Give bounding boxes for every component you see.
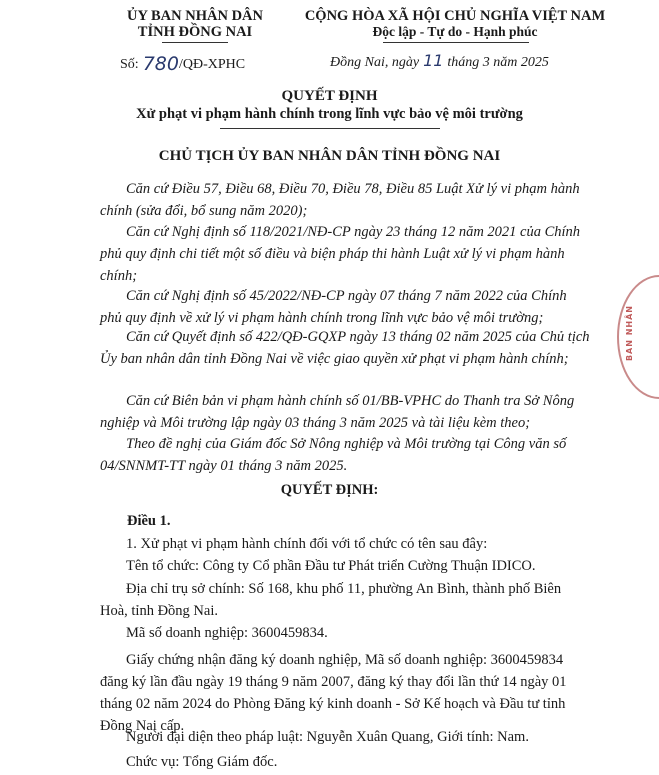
seal-text: BAN NHÂN bbox=[625, 305, 634, 362]
decision-subject: Xử phạt vi phạm hành chính trong lĩnh vực bảo vệ môi trường bbox=[136, 106, 523, 122]
legal-representative: Người đại diện theo pháp luật: Nguyễn Xuân Quang, Giới tính: Nam. bbox=[126, 729, 529, 745]
motto-underline bbox=[383, 42, 529, 43]
so-handwritten-number: 780 bbox=[142, 53, 179, 75]
business-registration: Giấy chứng nhận đăng ký doanh nghiệp, Mã số doanh nghiệp: 3600459834 đăng ký lần đầu ngày 19 tháng 9 năm 2007, đăng ký thay đổi lần thứ 14 ngày 01 tháng 02 năm 2024 do Phòng Đăng ký kinh doanh - Sở Kế hoạch và Đầu tư tỉnh Đồng Nai cấp. bbox=[100, 652, 567, 734]
issuer-line-2: TỈNH ĐỒNG NAI bbox=[137, 24, 253, 40]
legal-basis-4: Căn cứ Quyết định số 422/QĐ-GQXP ngày 13 tháng 02 năm 2025 của Chủ tịch Ủy ban nhân dân tỉnh Đồng Nai về việc giao quyền xử phạt vi phạm hành chính; bbox=[100, 329, 590, 367]
legal-basis-2: Căn cứ Nghị định số 118/2021/NĐ-CP ngày 23 tháng 12 năm 2021 của Chính phủ quy định chi tiết một số điều và biện pháp thi hành Luật xử lý vi phạm hành chính; bbox=[100, 224, 581, 284]
legal-basis-1: Căn cứ Điều 57, Điều 68, Điều 70, Điều 78, Điều 85 Luật Xử lý vi phạm hành chính (sửa đổi, bổ sung năm 2020); bbox=[100, 181, 580, 219]
subject-underline bbox=[220, 128, 440, 129]
national-name: CỘNG HÒA XÃ HỘI CHỦ NGHĨA VIỆT NAM bbox=[304, 8, 606, 24]
issuer-block bbox=[100, 8, 290, 40]
proposal-basis: Theo đề nghị của Giám đốc Sở Nông nghiệp và Môi trường tại Công văn số 04/SNNMT-TT ngày 01 tháng 3 năm 2025. bbox=[100, 436, 567, 474]
issuer-line-1: ỦY BAN NHÂN DÂN bbox=[126, 8, 263, 24]
decision-title: QUYẾT ĐỊNH bbox=[281, 88, 378, 104]
national-motto-block bbox=[290, 8, 620, 40]
so-label: Số: bbox=[120, 57, 139, 72]
legal-basis-5: Căn cứ Biên bản vi phạm hành chính số 01/BB-VPHC do Thanh tra Sở Nông nghiệp và Môi trường lập ngày 03 tháng 3 năm 2025 và tài liệu kèm theo; bbox=[100, 393, 575, 431]
organization-address: Địa chỉ trụ sở chính: Số 168, khu phố 11, phường An Bình, thành phố Biên Hoà, tỉnh Đồng Nai. bbox=[100, 581, 562, 619]
position: Chức vụ: Tổng Giám đốc. bbox=[126, 754, 278, 770]
date-prefix: Đồng Nai, ngày bbox=[330, 55, 420, 70]
authority-title: CHỦ TỊCH ỦY BAN NHÂN DÂN TỈNH ĐỒNG NAI bbox=[158, 148, 501, 164]
enterprise-code: Mã số doanh nghiệp: 3600459834. bbox=[126, 625, 328, 641]
decision-heading: QUYẾT ĐỊNH: bbox=[280, 482, 379, 498]
issue-date bbox=[330, 51, 549, 71]
organization-name: Tên tổ chức: Công ty Cổ phần Đầu tư Phát triển Cường Thuận IDICO. bbox=[126, 558, 536, 574]
issuer-underline bbox=[162, 42, 228, 43]
date-handwritten-day: 11 bbox=[423, 51, 444, 70]
legal-basis-3: Căn cứ Nghị định số 45/2022/NĐ-CP ngày 07 tháng 7 năm 2022 của Chính phủ quy định về xử lý vi phạm hành chính trong lĩnh vực bảo vệ môi trường; bbox=[100, 288, 567, 326]
date-suffix: tháng 3 năm 2025 bbox=[447, 55, 549, 70]
so-suffix: /QĐ-XPHC bbox=[178, 57, 246, 72]
article-1-line-1: 1. Xử phạt vi phạm hành chính đối với tổ chức có tên sau đây: bbox=[126, 536, 488, 552]
official-seal-stamp bbox=[617, 275, 659, 399]
decision-number bbox=[120, 51, 245, 73]
article-1-heading: Điều 1. bbox=[127, 513, 171, 529]
national-motto: Độc lập - Tự do - Hạnh phúc bbox=[372, 24, 538, 39]
